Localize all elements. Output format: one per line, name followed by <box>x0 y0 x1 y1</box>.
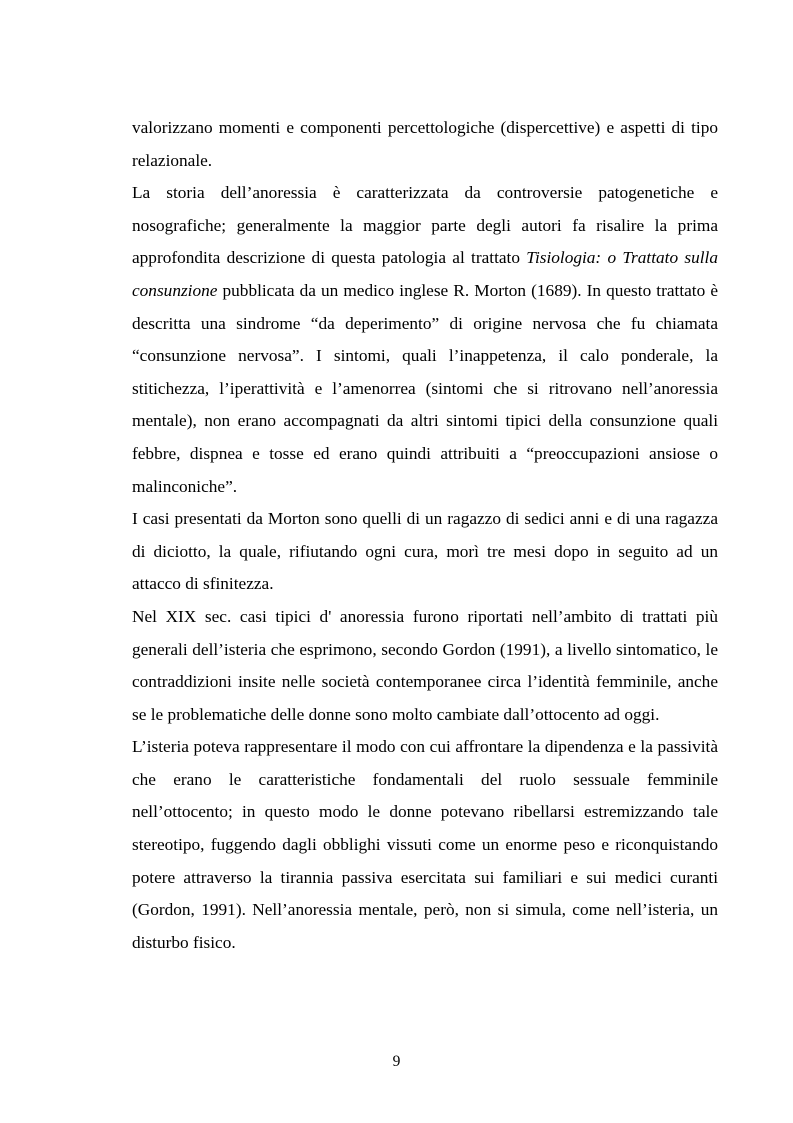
paragraph-5: L’isteria poteva rappresentare il modo con cui affrontare la dipendenza e la passività che erano le caratteristiche fondamentali del ruolo sessuale femminile nell’ottocento; in questo modo le donne potevano ribellarsi estremizzando tale stereotipo, fuggendo dagli obblighi vissuti come un enorme peso e riconquistando potere attraverso la tirannia passiva esercitata sui familiari e sui medici curanti (Gordon, 1991). Nell’anoressia mentale, però, non si simula, come nell’isteria, un disturbo fisico. <box>132 737 718 952</box>
paragraph-2-text-before: La storia dell’anoressia è caratterizzata da controversie patogenetiche e nosografiche; generalmente la maggior parte degli autori fa risalire la prima approfondita descrizione di questa patologia al trattato <box>132 183 718 268</box>
paragraph-4: Nel XIX sec. casi tipici d' anoressia furono riportati nell’ambito di trattati più generali dell’isteria che esprimono, secondo Gordon (1991), a livello sintomatico, le contraddizioni insite nelle società contemporanee circa l’identità femminile, anche se le problematiche delle donne sono molto cambiate dall’ottocento ad oggi. <box>132 606 718 724</box>
treatise-title: Tisiologia: o Trattato sulla consunzione <box>132 248 718 300</box>
page-number: 9 <box>392 1053 401 1070</box>
paragraph-2-text-after: pubblicata da un medico inglese R. Morton (1689). In questo trattato è descritta una sindrome “da deperimento” di origine nervosa che fu chiamata “consunzione nervosa”. I sintomi, quali l’inappetenza, il calo ponderale, la stitichezza, l’iperattività e l’amenorrea (sintomi che si ritrovano nell’anoressia mentale), non erano accompagnati da altri sintomi tipici della consunzione quali febbre, dispnea e tosse ed erano quindi attribuiti a “preoccupazioni ansiose o malinconiche”. <box>132 280 718 496</box>
body-text <box>132 112 718 959</box>
paragraph-2 <box>132 177 718 503</box>
paragraph-1: valorizzano momenti e componenti percettologiche (dispercettive) e aspetti di tipo relazionale. <box>132 118 718 170</box>
paragraph-3: I casi presentati da Morton sono quelli di un ragazzo di sedici anni e di una ragazza di diciotto, la quale, rifiutando ogni cura, morì tre mesi dopo in seguito ad un attacco di sfinitezza. <box>132 509 718 594</box>
